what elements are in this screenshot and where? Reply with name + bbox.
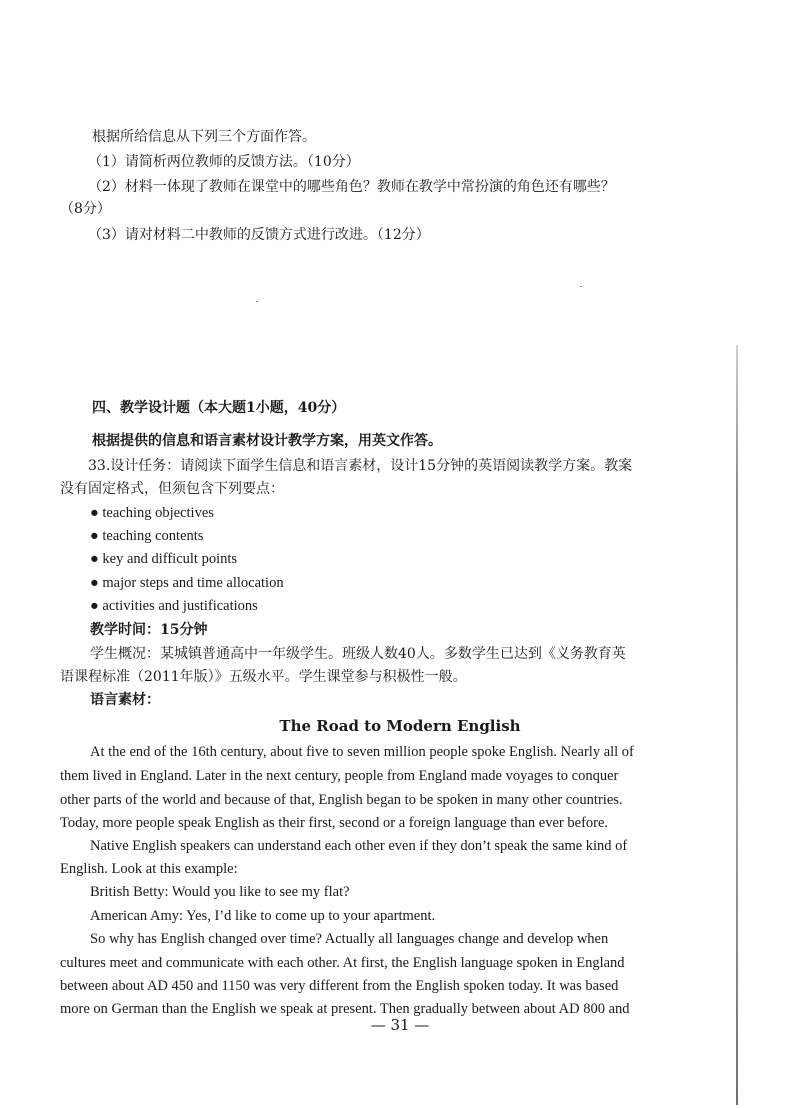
passage-line: British Betty: Would you like to see my flat?	[90, 884, 350, 900]
passage-line: Today, more people speak English as their first, second or a foreign language than ever before.	[60, 815, 609, 831]
passage-line: other parts of the world and because of that, English began to be spoken in many other countries.	[60, 792, 623, 808]
passage-line: American Amy: Yes, I’d like to come up to your apartment.	[90, 908, 436, 924]
bullet-item: ● teaching objectives	[90, 505, 214, 521]
section-4-instruction: 根据提供的信息和语言素材设计教学方案，用英文作答。	[92, 433, 442, 449]
passage-line: cultures meet and communicate with each other. At first, the English language spoken in England	[60, 955, 625, 971]
passage-line: English. Look at this example:	[60, 861, 238, 877]
teaching-time: 教学时间：15分钟	[90, 622, 208, 638]
passage-line: more on German than the English we speak at present. Then gradually between about AD 800 and	[60, 1001, 630, 1017]
question-2-line-1: （2）材料一体现了教师在课堂中的哪些角色？教师在教学中常扮演的角色还有哪些？	[88, 179, 615, 195]
passage-line: between about AD 450 and 1150 was very different from the English spoken today. It was based	[60, 978, 619, 994]
students-line-1: 学生概况：某城镇普通高中一年级学生。班级人数40人。多数学生已达到《义务教育英	[90, 646, 626, 662]
bullet-item: ● key and difficult points	[90, 551, 238, 567]
section-4-title: 四、教学设计题（本大题1小题，40分）	[92, 400, 346, 416]
question-2-line-2: （8分）	[60, 201, 111, 217]
task-line-1: 33.设计任务：请阅读下面学生信息和语言素材，设计15分钟的英语阅读教学方案。教案	[88, 458, 633, 474]
passage-line: So why has English changed over time? Actually all languages change and develop when	[90, 931, 609, 947]
bullet-item: ● activities and justifications	[90, 598, 258, 614]
scan-speck	[580, 286, 582, 287]
passage-line: Native English speakers can understand each other even if they don’t speak the same kind of	[90, 838, 628, 854]
task-line-2: 没有固定格式，但须包含下列要点：	[60, 481, 284, 497]
scan-edge-line	[736, 345, 738, 1105]
page-number: — 31 —	[370, 1016, 430, 1034]
questions-intro: 根据所给信息从下列三个方面作答。	[92, 129, 316, 145]
passage-line: At the end of the 16th century, about five to seven million people spoke English. Nearly all of	[90, 744, 634, 760]
material-label: 语言素材：	[90, 692, 160, 708]
passage-title: The Road to Modern English	[279, 717, 521, 735]
question-1: （1）请简析两位教师的反馈方法。（10分）	[88, 154, 360, 170]
question-3: （3）请对材料二中教师的反馈方式进行改进。（12分）	[88, 227, 430, 243]
bullet-item: ● major steps and time allocation	[90, 575, 284, 591]
scan-speck	[256, 301, 258, 302]
bullet-item: ● teaching contents	[90, 528, 204, 544]
passage-line: them lived in England. Later in the next century, people from England made voyages to conquer	[60, 768, 619, 784]
students-line-2: 语课程标准（2011年版）》五级水平。学生课堂参与积极性一般。	[60, 669, 467, 685]
